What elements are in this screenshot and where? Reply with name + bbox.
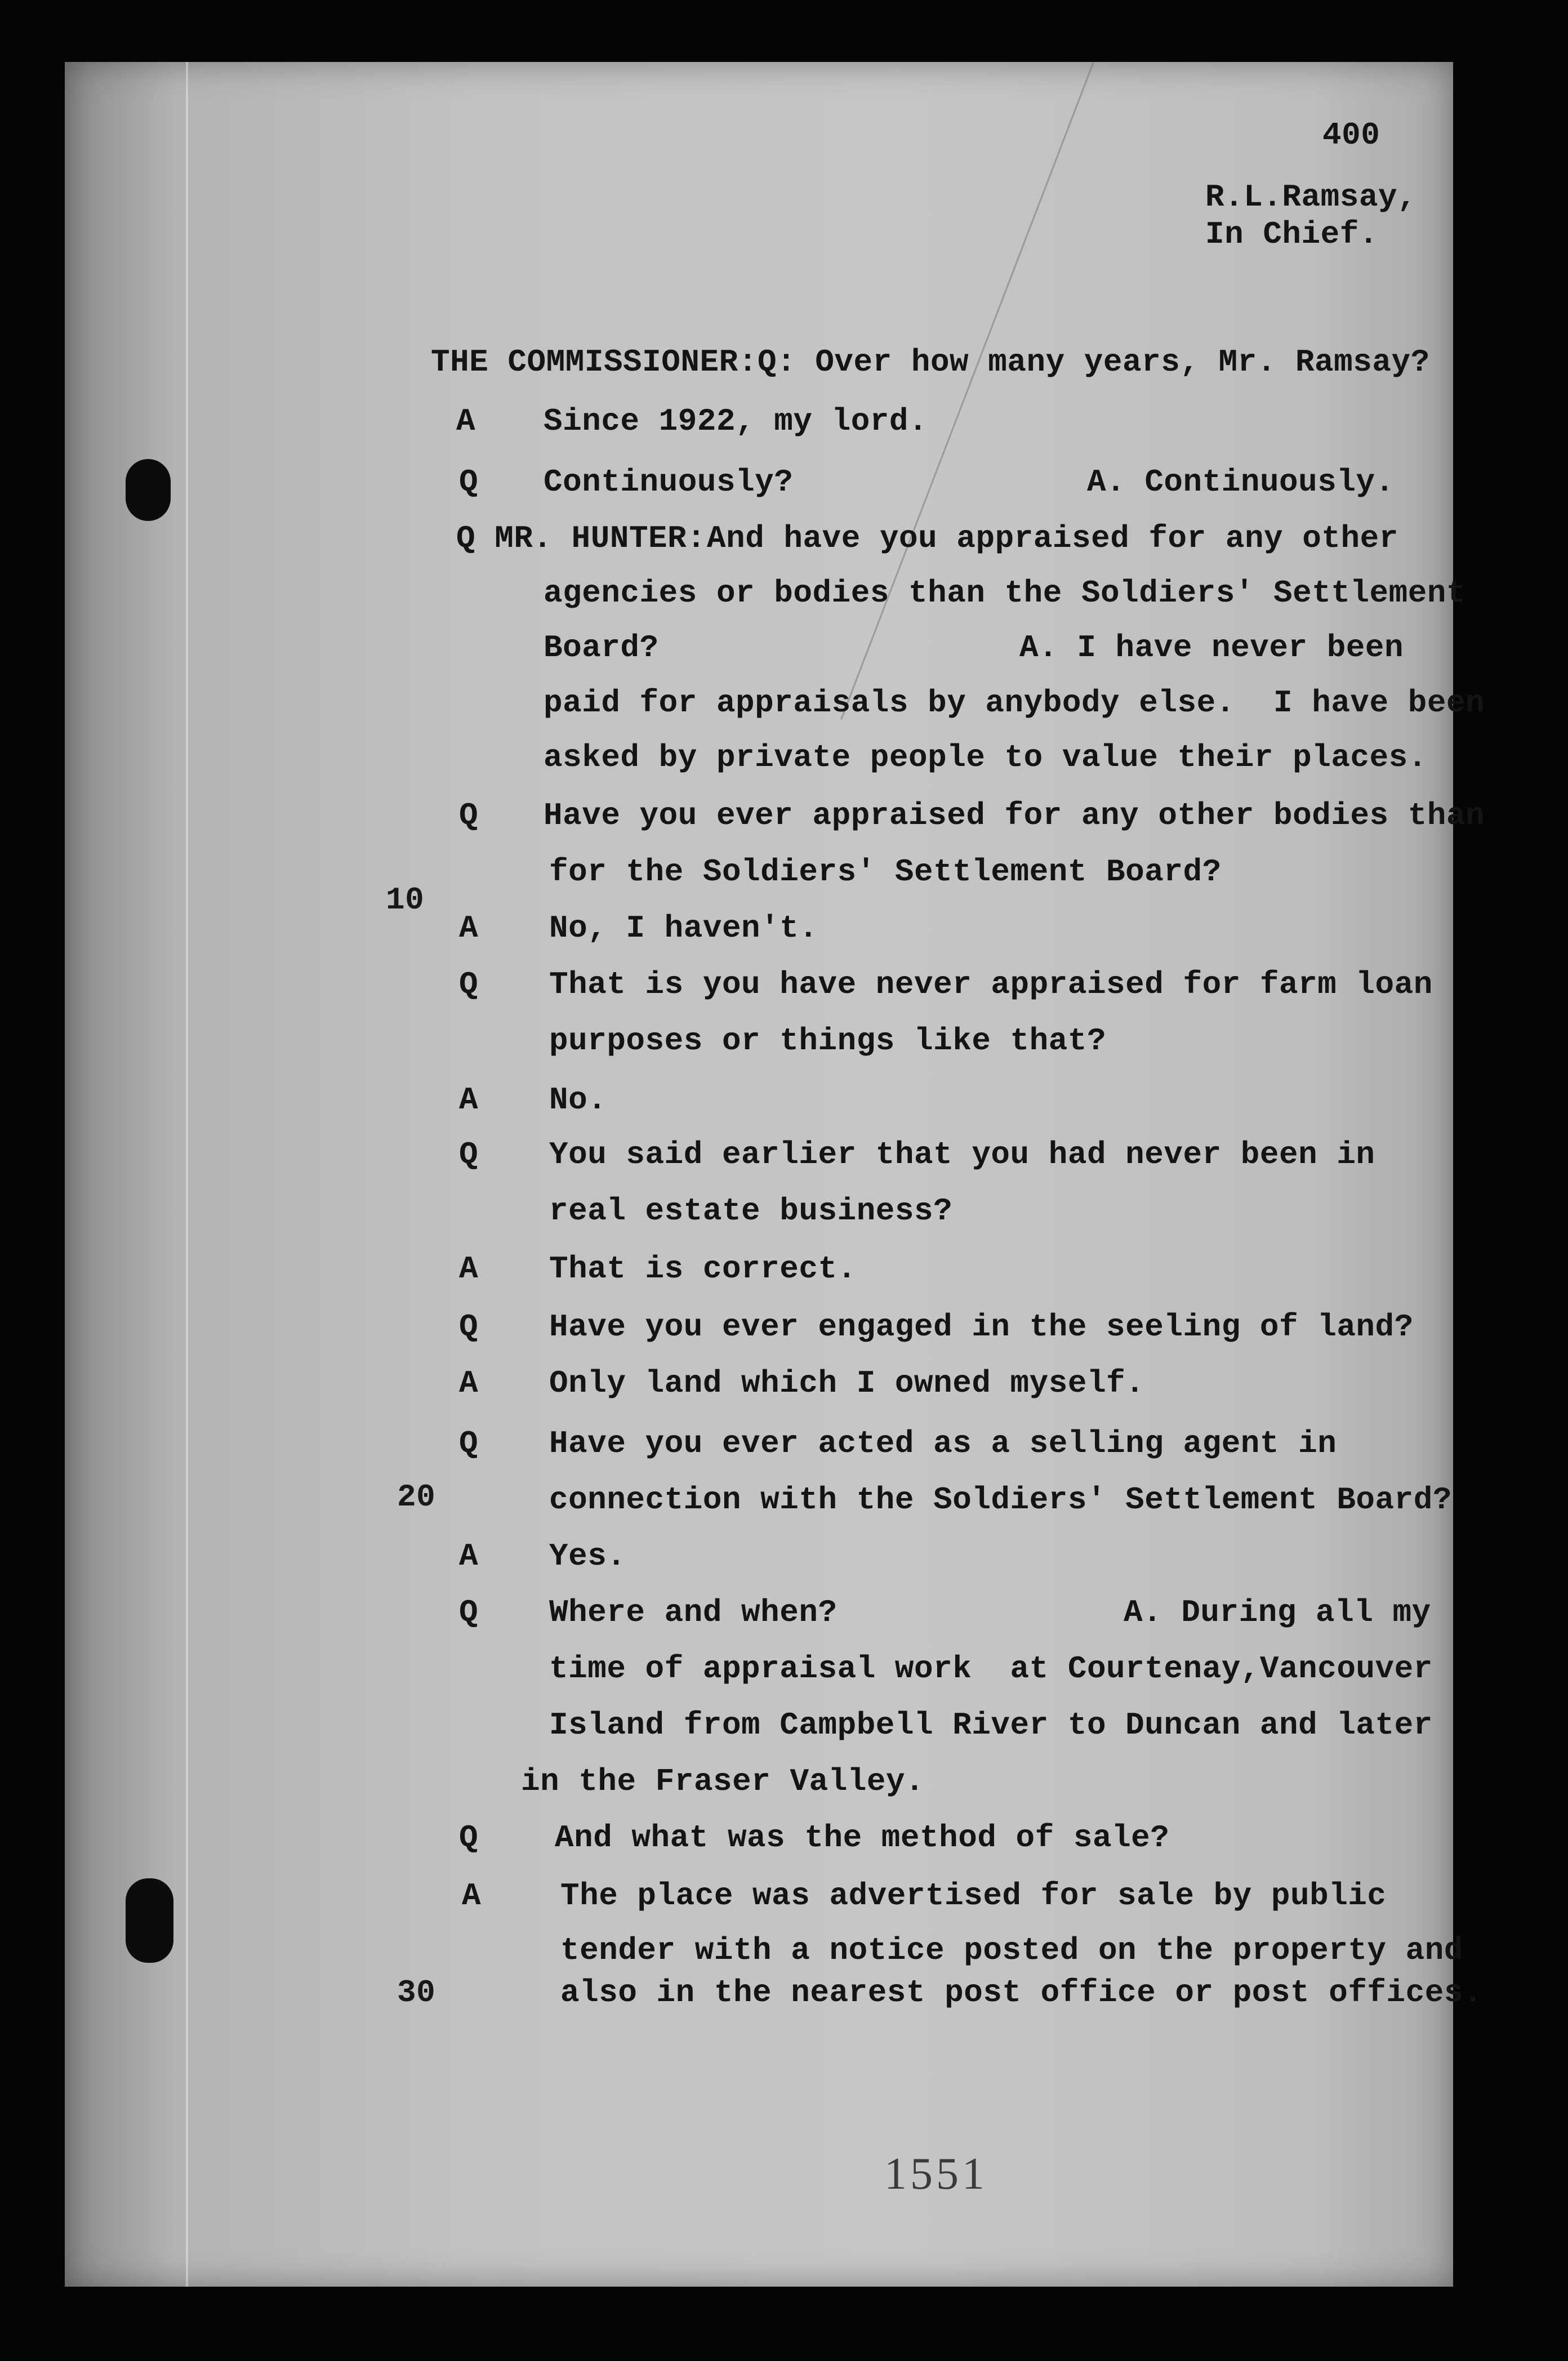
transcript-line: agencies or bodies than the Soldiers' Settlement [544, 575, 1466, 611]
transcript-line: No. [549, 1082, 607, 1118]
speaker-label: Q [459, 1594, 479, 1631]
punch-hole-top [126, 459, 171, 521]
speaker-label: A [459, 1251, 479, 1287]
punch-hole-bottom [126, 1878, 173, 1963]
transcript-line: That is you have never appraised for farm loan [549, 966, 1433, 1003]
transcript-line: Island from Campbell River to Duncan and later [549, 1707, 1433, 1743]
transcript-line: time of appraisal work at Courtenay,Vancouver [549, 1651, 1433, 1687]
speaker-label: A [456, 403, 476, 439]
transcript-line: That is correct. [549, 1251, 857, 1287]
speaker-label: A [459, 1538, 479, 1574]
transcript-line: tender with a notice posted on the property and [560, 1932, 1463, 1968]
page-number: 400 [1322, 117, 1380, 153]
speaker-label: Q [459, 966, 479, 1003]
transcript-line: paid for appraisals by anybody else. I have been [544, 685, 1485, 721]
stamp-number: 1551 [884, 2149, 988, 2199]
examination-type: In Chief. [1205, 216, 1378, 252]
transcript-line: You said earlier that you had never been in [549, 1137, 1375, 1173]
speaker-label: A [459, 1365, 479, 1401]
speaker-label: Q [459, 1820, 479, 1856]
transcript-line: Continuously? [544, 464, 794, 500]
transcript-page [65, 62, 1485, 2287]
transcript-line: Board? [544, 630, 659, 666]
speaker-label: Q [459, 1425, 479, 1462]
transcript-line: for the Soldiers' Settlement Board? [549, 854, 1222, 890]
speaker-label: Q MR. HUNTER: [456, 520, 706, 556]
transcript-line: And what was the method of sale? [555, 1820, 1170, 1856]
paper-crease [840, 62, 1094, 720]
line-number-20: 20 [397, 1479, 436, 1515]
transcript-line: Have you ever acted as a selling agent in [549, 1425, 1337, 1462]
speaker-label: A [459, 910, 479, 946]
page-fold-line [186, 62, 188, 2287]
transcript-line: asked by private people to value their places. [544, 740, 1427, 776]
speaker-label: Q [459, 1137, 479, 1173]
speaker-label: Q [459, 1309, 479, 1345]
transcript-line: in the Fraser Valley. [521, 1763, 925, 1799]
inline-answer: A. I have never been [1019, 630, 1404, 666]
transcript-line: Q: Over how many years, Mr. Ramsay? [758, 344, 1430, 380]
transcript-line: And have you appraised for any other [707, 520, 1398, 556]
transcript-line: Only land which I owned myself. [549, 1365, 1145, 1401]
transcript-line: Have you ever appraised for any other bodies than [544, 798, 1485, 834]
witness-name: R.L.Ramsay, [1205, 179, 1417, 215]
transcript-line: Have you ever engaged in the seeling of land? [549, 1309, 1414, 1345]
speaker-label: Q [459, 798, 479, 834]
transcript-line: The place was advertised for sale by public [560, 1878, 1387, 1914]
speaker-label: Q [459, 464, 479, 500]
transcript-line: No, I haven't. [549, 910, 818, 946]
inline-answer: A. During all my [1124, 1594, 1431, 1631]
transcript-line: Yes. [549, 1538, 626, 1574]
speaker-label: THE COMMISSIONER: [431, 344, 758, 380]
speaker-label: A [459, 1082, 479, 1118]
transcript-line: Since 1922, my lord. [544, 403, 928, 439]
line-number-10: 10 [386, 882, 425, 918]
transcript-line: connection with the Soldiers' Settlement Board? [549, 1482, 1452, 1518]
transcript-line: purposes or things like that? [549, 1023, 1107, 1059]
transcript-line: Where and when? [549, 1594, 838, 1631]
speaker-label: A [462, 1878, 482, 1914]
line-number-30: 30 [397, 1975, 436, 2011]
transcript-line: real estate business? [549, 1193, 953, 1229]
inline-answer: A. Continuously. [1087, 464, 1395, 500]
transcript-line: also in the nearest post office or post offices. [560, 1975, 1483, 2011]
